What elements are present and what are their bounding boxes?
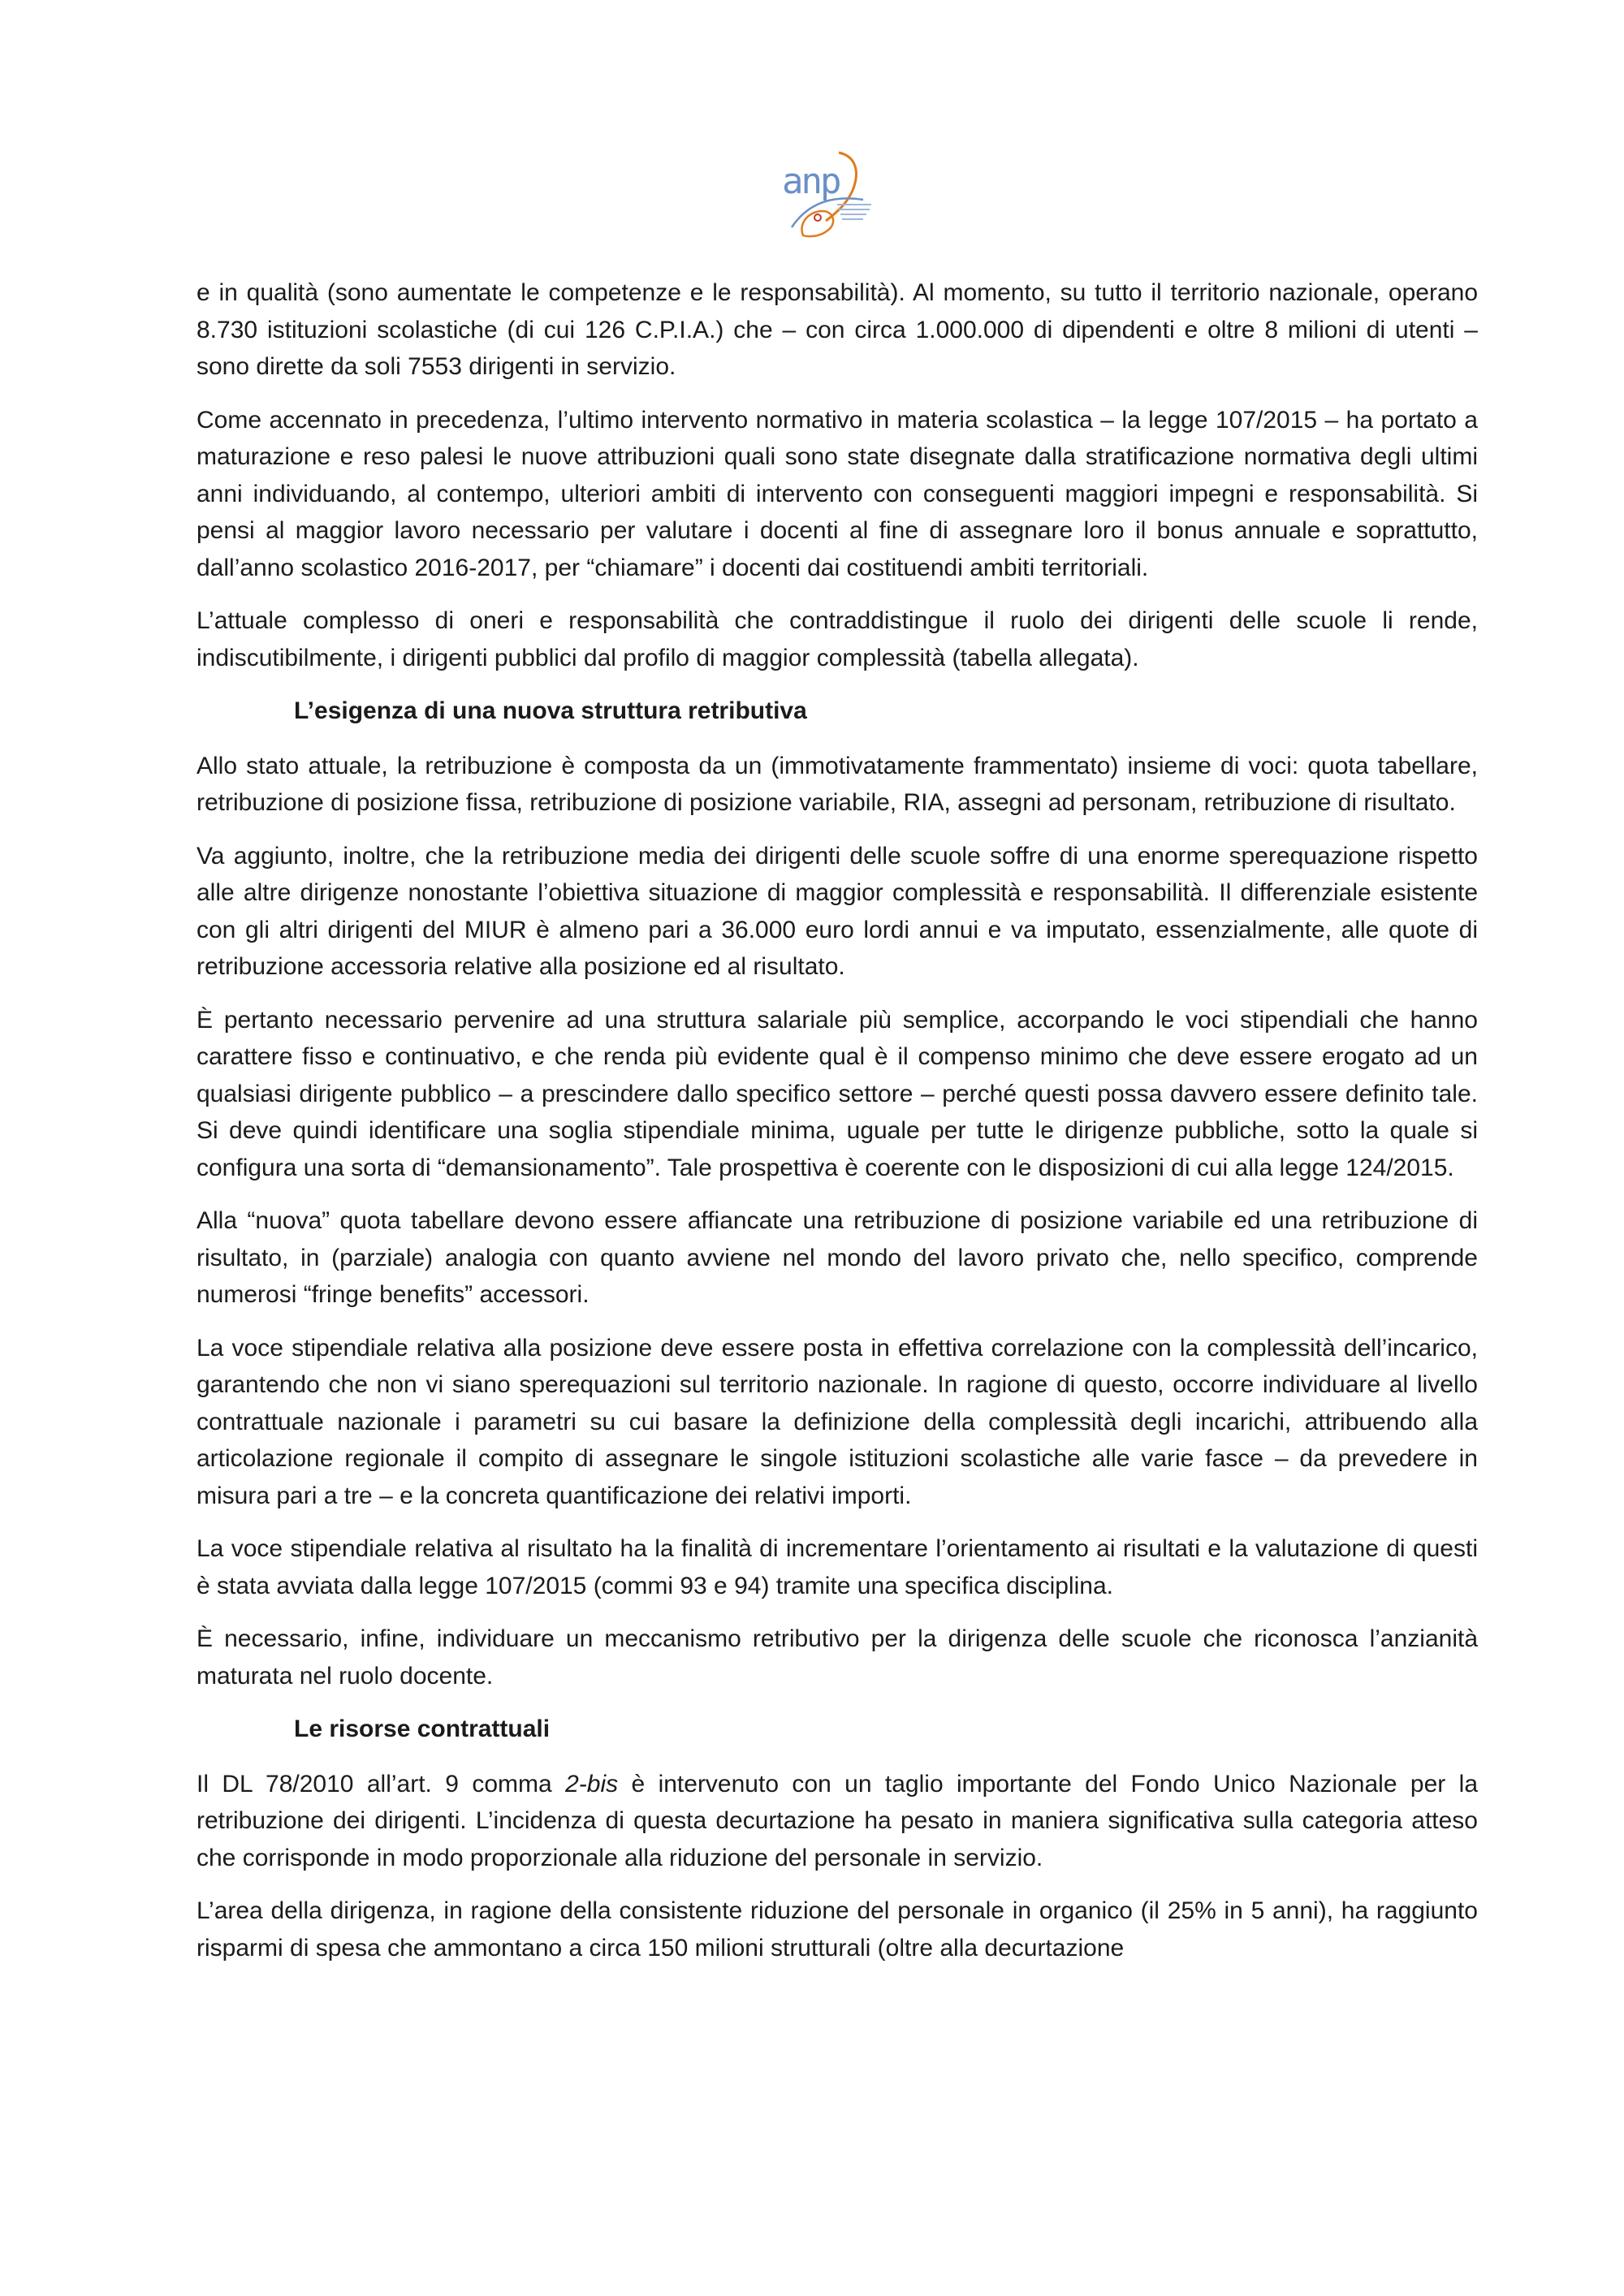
section-heading-contract-resources: Le risorse contrattuali xyxy=(294,1716,551,1742)
paragraph-11 xyxy=(197,1766,1478,1877)
paragraph-6: È pertanto necessario pervenire ad una struttura salariale più semplice, accorpando le voci stipendiali che hanno carattere fisso e continuativo, e che renda più evidente qual è il compenso minimo che deve essere erogato ad un qualsiasi dirigente pubblico – a prescindere dallo specifico settore – perché questi possa davvero essere definito tale. Si deve quindi identificare una soglia stipendiale minima, uguale per tutte le dirigenze pubbliche, sotto la quale si configura una sorta di “demansionamento”. Tale prospettiva è coerente con le disposizioni di cui alla legge 124/2015. xyxy=(197,1006,1478,1181)
paragraph-10: È necessario, infine, individuare un meccanismo retributivo per la dirigenza delle scuole che riconosca l’anzianità maturata nel ruolo docente. xyxy=(197,1625,1478,1690)
paragraph-12: L’area della dirigenza, in ragione della consistente riduzione del personale in organico (il 25% in 5 anni), ha raggiunto risparmi di spesa che ammontano a circa 150 milioni strutturali (oltre alla decurtazione xyxy=(197,1897,1478,1962)
paragraph-11-italic: 2-bis xyxy=(565,1770,619,1798)
svg-text:anp: anp xyxy=(782,161,840,202)
paragraph-7: Alla “nuova” quota tabellare devono essere affiancate una retribuzione di posizione variabile ed una retribuzione di risultato, in (parziale) analogia con quanto avviene nel mondo del lavoro privato che, nello specifico, comprende numerosi “fringe benefits” accessori. xyxy=(197,1207,1478,1308)
anp-logo-icon xyxy=(775,146,881,244)
paragraph-11-text-a: Il DL 78/2010 all’art. 9 comma xyxy=(197,1770,566,1798)
paragraph-4: Allo stato attuale, la retribuzione è composta da un (immotivatamente frammentato) insieme di voci: quota tabellare, retribuzione di posizione fissa, retribuzione di posizione variabile, RIA, assegni ad personam, retribuzione di risultato. xyxy=(197,752,1478,816)
paragraph-9: La voce stipendiale relativa al risultato ha la finalità di incrementare l’orientamento ai risultati e la valutazione di questi è stata avviata dalla legge 107/2015 (commi 93 e 94) tramite una specifica disciplina. xyxy=(197,1535,1478,1599)
paragraph-11-text-b: è intervenuto con un taglio importante del Fondo Unico Nazionale per la retribuzione dei dirigenti. L’incidenza di questa decurtazione ha pesato in maniera significativa sulla categoria atteso che corrisponde in modo proporzionale alla riduzione del personale in servizio. xyxy=(197,1770,1479,1871)
paragraph-8: La voce stipendiale relativa alla posizione deve essere posta in effettiva correlazione con la complessità dell’incarico, garantendo che non vi siano sperequazioni sul territorio nazionale. In ragione di questo, occorre individuare al livello contrattuale nazionale i parametri su cui basare la definizione della complessità degli incarichi, attribuendo alla articolazione regionale il compito di assegnare le singole istituzioni scolastiche alle varie fasce – da prevedere in misura pari a tre – e la concreta quantificazione dei relativi importi. xyxy=(197,1334,1478,1509)
section-heading-retribution-structure: L’esigenza di una nuova struttura retributiva xyxy=(294,697,807,724)
paragraph-2: Come accennato in precedenza, l’ultimo intervento normativo in materia scolastica – la legge 107/2015 – ha portato a maturazione e reso palesi le nuove attribuzioni quali sono state disegnate dalla stratificazione normativa degli ultimi anni individuando, al contempo, ulteriori ambiti di intervento con conseguenti maggiori impegni e responsabilità. Si pensi al maggior lavoro necessario per valutare i docenti al fine di assegnare loro il bonus annuale e soprattutto, dall’anno scolastico 2016-2017, per “chiamare” i docenti dai costituendi ambiti territoriali. xyxy=(197,406,1478,581)
paragraph-5: Va aggiunto, inoltre, che la retribuzione media dei dirigenti delle scuole soffre di una enorme sperequazione rispetto alle altre dirigenze nonostante l’obiettiva situazione di maggior complessità e responsabilità. Il differenziale esistente con gli altri dirigenti del MIUR è almeno pari a 36.000 euro lordi annui e va imputato, essenzialmente, alle quote di retribuzione accessoria relative alla posizione ed al risultato. xyxy=(197,842,1478,980)
paragraph-3: L’attuale complesso di oneri e responsabilità che contraddistingue il ruolo dei dirigenti delle scuole li rende, indiscutibilmente, i dirigenti pubblici dal profilo di maggior complessità (tabella allegata). xyxy=(197,607,1478,671)
paragraph-1: e in qualità (sono aumentate le competenze e le responsabilità). Al momento, su tutto il territorio nazionale, operano 8.730 istituzioni scolastiche (di cui 126 C.P.I.A.) che – con circa 1.000.000 di dipendenti e oltre 8 milioni di utenti – sono dirette da soli 7553 dirigenti in servizio. xyxy=(197,279,1478,380)
document-body xyxy=(197,274,1478,1983)
